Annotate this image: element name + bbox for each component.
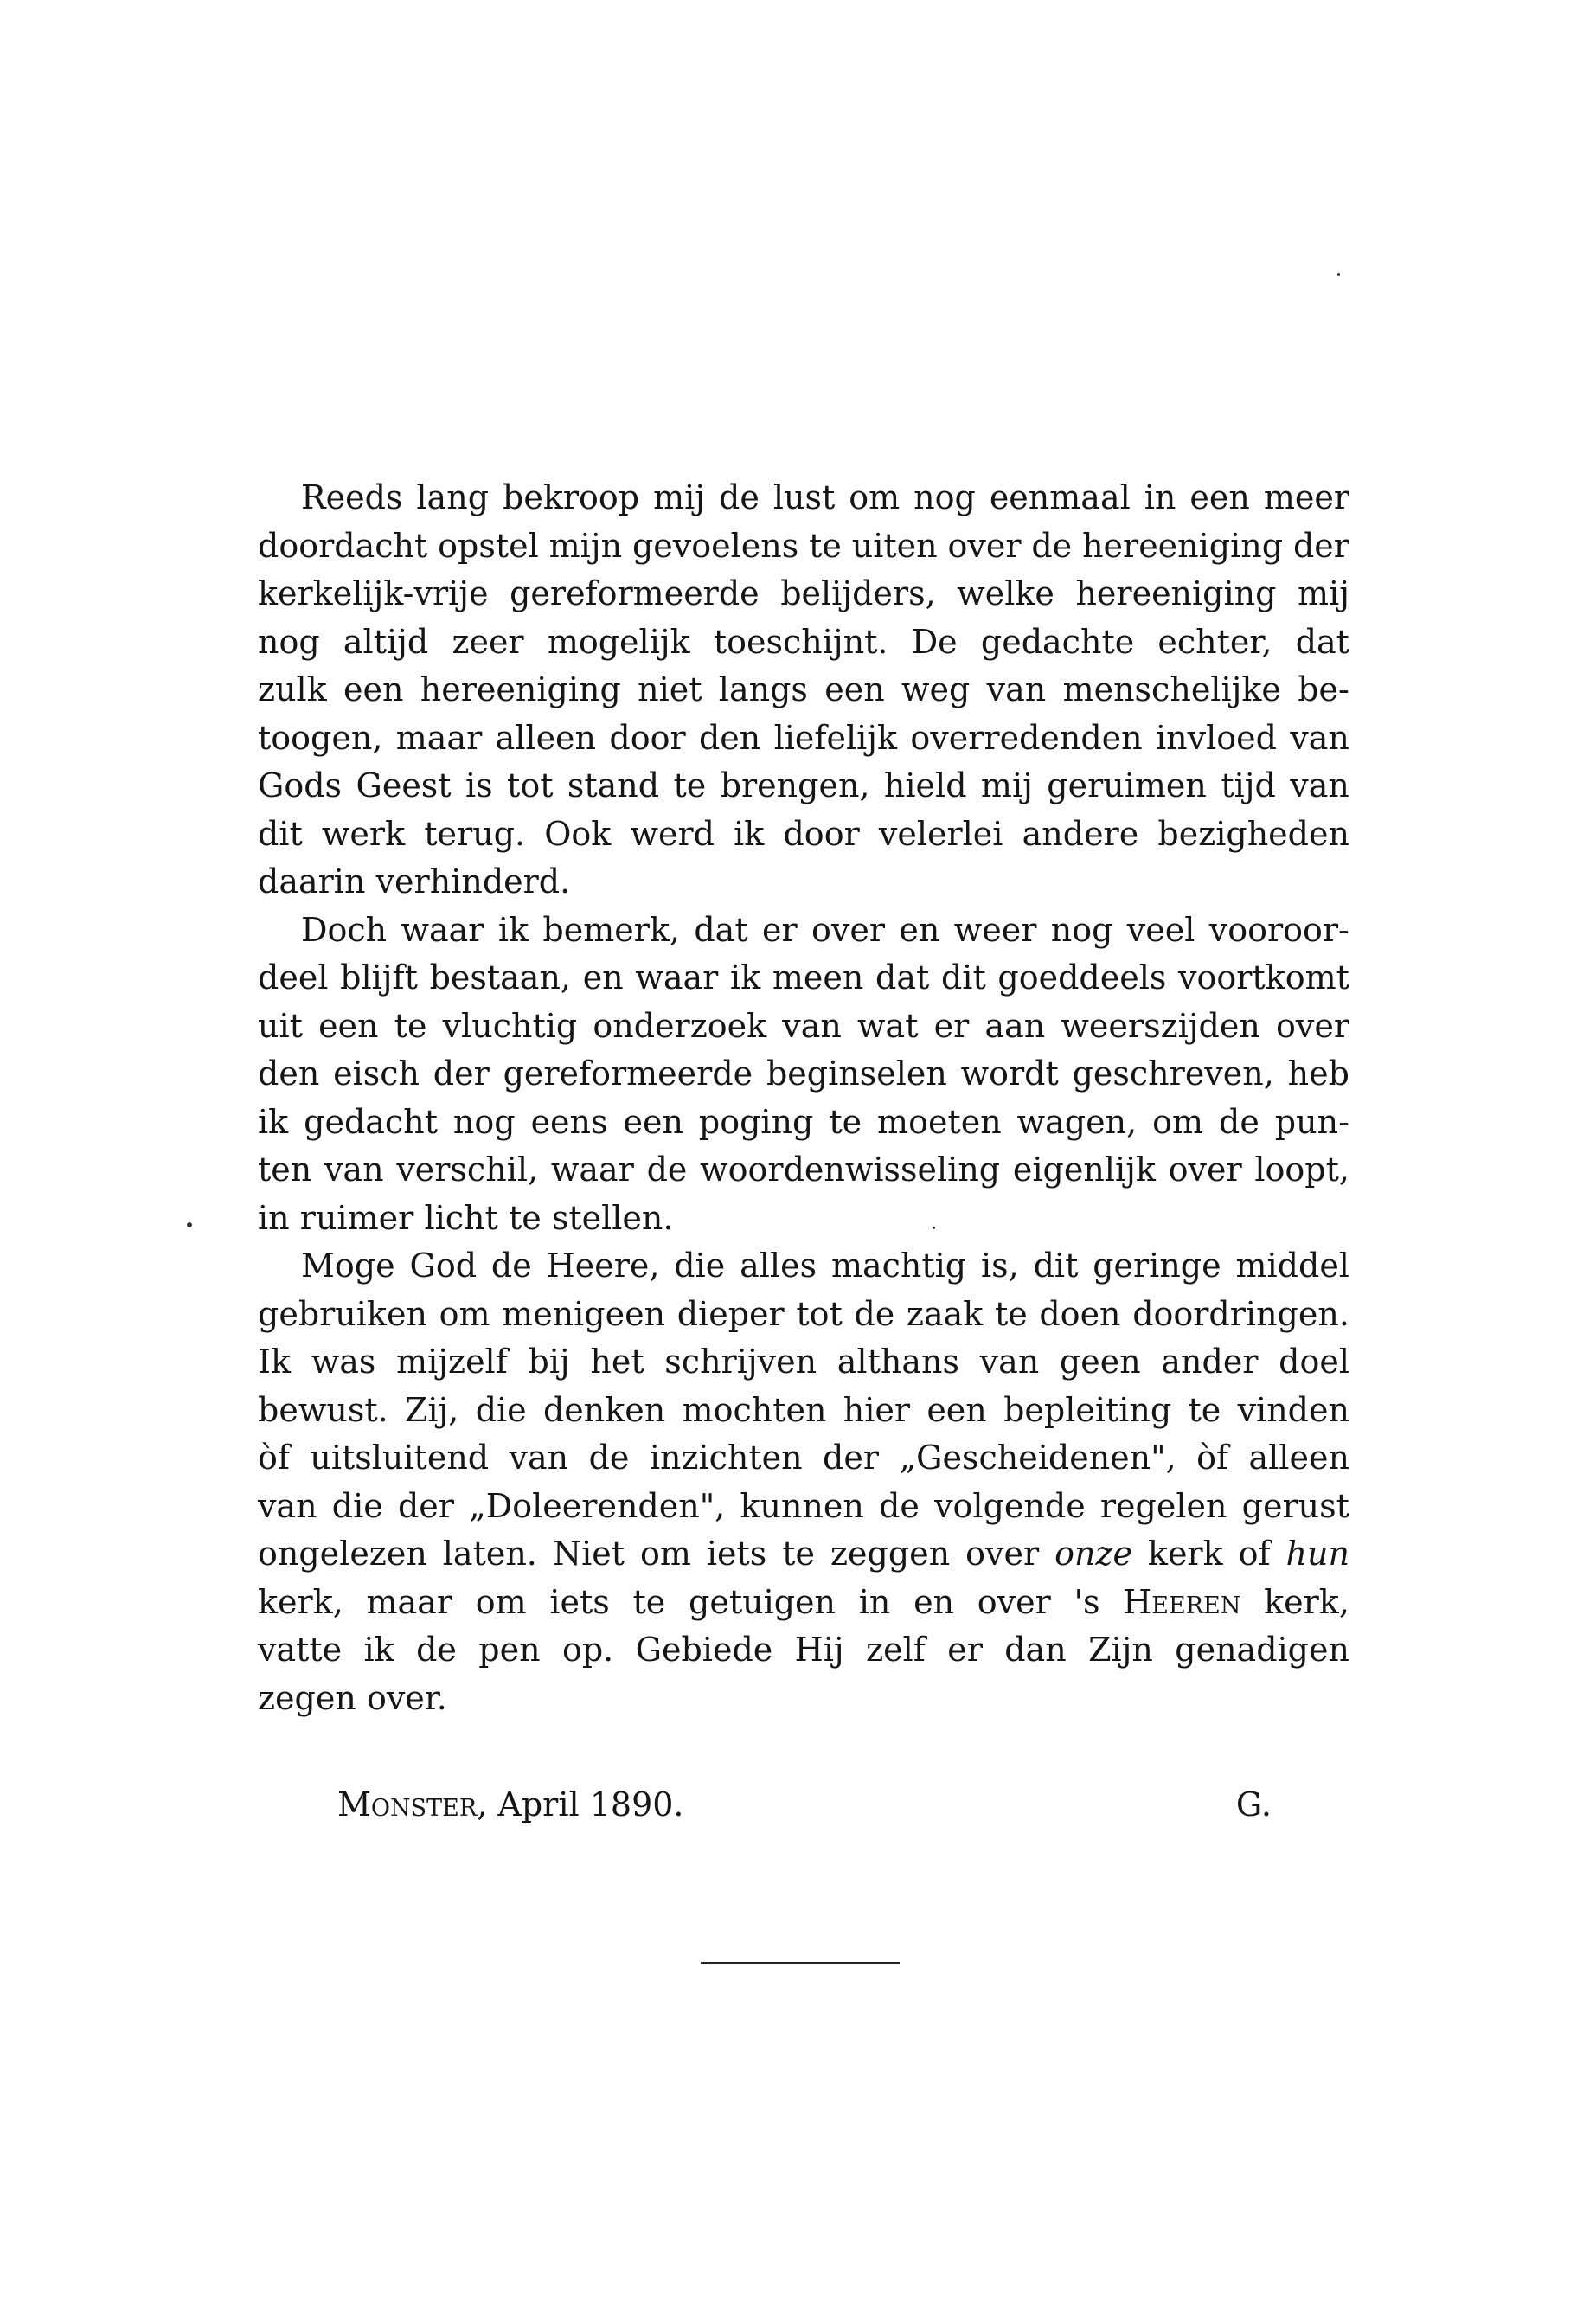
text-line: toogen, maar alleen door den liefelijk overredenden invloed van <box>258 718 1349 757</box>
place-and-date <box>337 1780 684 1829</box>
text-line: zegen over. <box>258 1678 447 1717</box>
text-line: kerkelijk-vrije gereformeerde belijders, welke hereeniging mij <box>258 574 1349 612</box>
signature-initial: G. <box>1235 1785 1272 1823</box>
text-line: gebruiken om menigeen dieper tot de zaak te doen doordringen. <box>258 1294 1349 1333</box>
text-line: ongelezen laten. Niet om iets te zeggen over onze kerk of hun <box>258 1535 1349 1573</box>
text-line: Reeds lang bekroop mij de lust om nog eenmaal in een meer <box>301 478 1349 516</box>
text-line: Doch waar ik bemerk, dat er over en weer nog veel vooroor- <box>301 910 1349 949</box>
text-line: bewust. Zij, die denken mochten hier een bepleiting te vinden <box>258 1390 1349 1429</box>
text-line: in ruimer licht te stellen. <box>258 1198 674 1237</box>
text-line: zulk een hereeniging niet langs een weg van menschelijke be- <box>258 670 1349 708</box>
print-speck <box>933 1227 935 1229</box>
text-line: nog altijd zeer mogelijk toeschijnt. De gedachte echter, dat <box>258 622 1349 661</box>
signature-place: Monster <box>337 1785 478 1823</box>
text-line: uit een te vluchtig onderzoek van wat er aan weerszijden over <box>258 1006 1349 1045</box>
text-line: van die der „Doleerenden", kunnen de volgende regelen gerust <box>258 1486 1349 1525</box>
closing-rule <box>701 1962 900 1964</box>
text-line: dit werk terug. Ook werd ik door velerlei andere bezigheden <box>258 814 1349 853</box>
signature-date: April 1890. <box>497 1785 684 1823</box>
text-line: Ik was mijzelf bij het schrijven althans van geen ander doel <box>258 1343 1349 1381</box>
preface-text <box>258 474 1349 1722</box>
print-speck <box>1337 273 1340 276</box>
text-line: kerk, maar om iets te getuigen in en over 's Heeren kerk, <box>258 1582 1349 1621</box>
text-line: doordacht opstel mijn gevoelens te uiten over de hereeniging der <box>258 526 1349 565</box>
text-line: ten van verschil, waar de woordenwisseling eigenlijk over loopt, <box>258 1150 1349 1189</box>
text-line: deel blijft bestaan, en waar ik meen dat dit goeddeels voortkomt <box>258 958 1349 997</box>
text-line: Moge God de Heere, die alles machtig is, dit geringe middel <box>301 1247 1349 1285</box>
text-line: den eisch der gereformeerde beginselen wordt geschreven, heb <box>258 1054 1349 1093</box>
text-line: Gods Geest is tot stand te brengen, hield mij geruimen tijd van <box>258 766 1349 804</box>
signature-comma: , <box>477 1785 498 1823</box>
text-line: vatte ik de pen op. Gebiede Hij zelf er dan Zijn genadigen <box>258 1631 1349 1669</box>
print-speck <box>187 1222 192 1227</box>
text-line: òf uitsluitend van de inzichten der „Gescheidenen", òf alleen <box>258 1439 1349 1477</box>
text-line: daarin verhinderd. <box>258 862 571 901</box>
text-line: ik gedacht nog eens een poging te moeten wagen, om de pun- <box>258 1102 1349 1141</box>
signature-line <box>337 1780 1272 1829</box>
